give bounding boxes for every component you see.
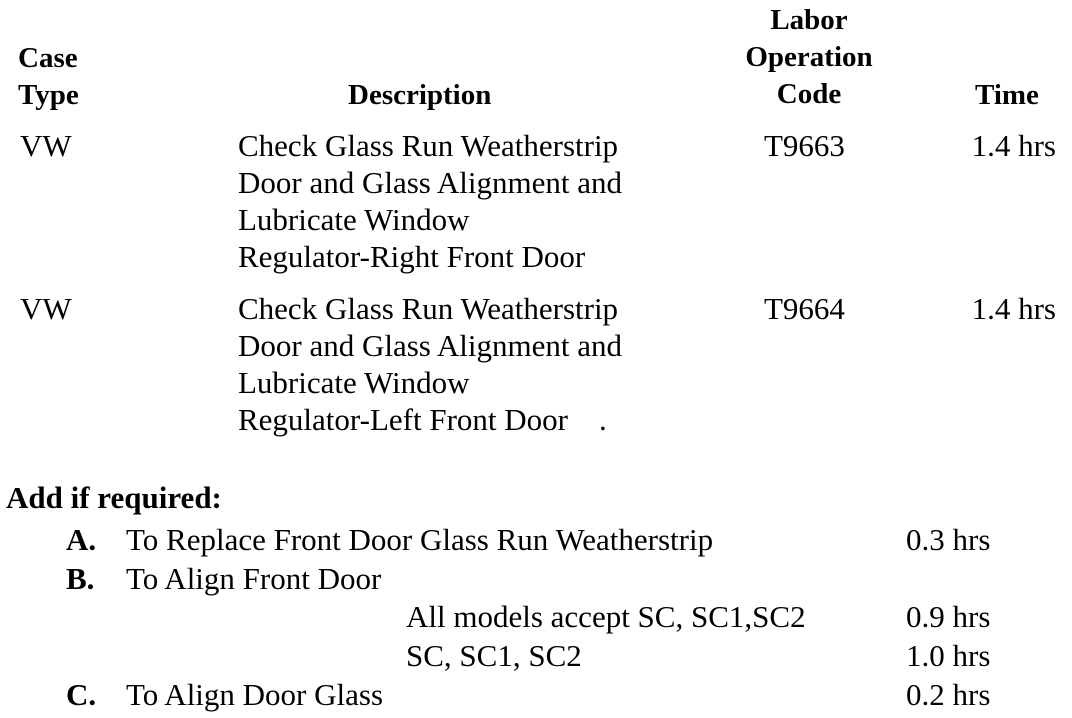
row-2-description <box>238 290 622 438</box>
item-b-sub-1-text: All models accept SC, SC1,SC2 <box>406 599 806 634</box>
row-1-description-line: Door and Glass Alignment and <box>238 165 623 200</box>
row-1-description <box>238 127 622 275</box>
item-c-time: 0.2 hrs <box>906 677 991 712</box>
item-b-sub-2-time: 1.0 hrs <box>906 638 991 673</box>
item-b-letter: B. <box>66 561 95 596</box>
row-1-description-line: Regulator-Right Front Door <box>238 239 586 274</box>
row-1-time: 1.4 hrs <box>971 128 1056 163</box>
row-2-description-line: Regulator-Left Front Door . <box>238 402 607 437</box>
header-labor-line2: Operation <box>745 41 873 73</box>
row-2-description-line: Door and Glass Alignment and <box>238 328 623 363</box>
add-if-required-heading: Add if required: <box>6 480 222 515</box>
row-2-description-line: Check Glass Run Weatherstrip <box>238 291 619 326</box>
row-2-time: 1.4 hrs <box>971 291 1056 326</box>
row-2-code: T9664 <box>764 291 845 326</box>
row-1-case-type: VW <box>20 128 72 163</box>
header-time: Time <box>975 79 1039 111</box>
row-1-description-line: Lubricate Window <box>238 202 470 237</box>
header-case-type <box>18 40 79 114</box>
item-c-letter: C. <box>66 677 97 712</box>
row-2-description-line: Lubricate Window <box>238 365 470 400</box>
item-b-sub-2-text: SC, SC1, SC2 <box>406 638 582 673</box>
header-description: Description <box>348 79 492 111</box>
item-a-text: To Replace Front Door Glass Run Weatherstrip <box>126 522 714 557</box>
row-2-case-type: VW <box>20 291 72 326</box>
row-1-description-line: Check Glass Run Weatherstrip <box>238 128 619 163</box>
item-a-letter: A. <box>66 522 97 557</box>
header-labor-operation-code <box>728 2 890 113</box>
header-case-type-line2: Type <box>18 79 79 111</box>
item-b-sub-1-time: 0.9 hrs <box>906 599 991 634</box>
header-labor-line1: Labor <box>770 4 848 36</box>
header-labor-line3: Code <box>776 78 842 110</box>
item-c-text: To Align Door Glass <box>126 677 384 712</box>
item-b-text: To Align Front Door <box>126 561 382 596</box>
header-case-type-line1: Case <box>18 42 78 74</box>
item-a-time: 0.3 hrs <box>906 522 991 557</box>
row-1-code: T9663 <box>764 128 845 163</box>
